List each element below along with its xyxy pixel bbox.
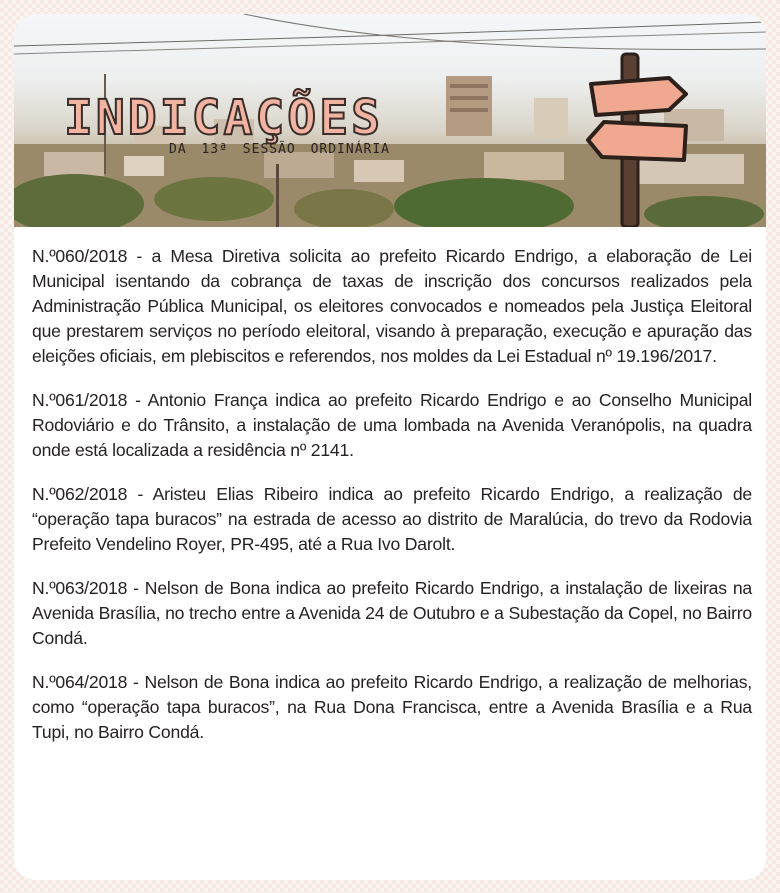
banner-title: INDICAÇÕES bbox=[64, 90, 383, 146]
indicacao-paragraph: N.º063/2018 - Nelson de Bona indica ao prefeito Ricardo Endrigo, a instalação de lixeiras na Avenida Brasília, no trecho entre a Avenida 24 de Outubro e a Subestação da Copel, no Bairro Condá. bbox=[32, 578, 752, 648]
indicacao-paragraph: N.º064/2018 - Nelson de Bona indica ao prefeito Ricardo Endrigo, a realização de melhorias, como “operação tapa buracos”, na Rua Dona Francisca, entre a Avenida Brasília e a Rua Tupi, no Bairro Condá. bbox=[32, 672, 752, 742]
header-banner bbox=[14, 14, 766, 227]
indicacoes-list bbox=[32, 244, 752, 764]
indicacao-paragraph: N.º061/2018 - Antonio França indica ao prefeito Ricardo Endrigo e ao Conselho Municipal Rodoviário e do Trânsito, a instalação de uma lombada na Avenida Veranópolis, na quadra onde está localizada a residência nº 2141. bbox=[32, 390, 752, 460]
banner-subtitle: DA 13ª SESSÃO ORDINÁRIA bbox=[169, 142, 391, 157]
document-card bbox=[14, 14, 766, 880]
indicacao-paragraph: N.º060/2018 - a Mesa Diretiva solicita ao prefeito Ricardo Endrigo, a elaboração de Lei Municipal isentando da cobrança de taxas de inscrição dos concursos realizados pela Administração Pública Municipal, os eleitores convocados e nomeados pela Justiça Eleitoral que prestarem serviços no período eleitoral, visando à preparação, execução e apuração das eleições oficiais, em plebiscitos e referendos, nos moldes da Lei Estadual nº 19.196/2017. bbox=[32, 246, 752, 366]
indicacao-paragraph: N.º062/2018 - Aristeu Elias Ribeiro indica ao prefeito Ricardo Endrigo, a realização de “operação tapa buracos” na estrada de acesso ao distrito de Maralúcia, do trevo da Rodovia Prefeito Vendelino Royer, PR-495, até a Rua Ivo Darolt. bbox=[32, 484, 752, 554]
